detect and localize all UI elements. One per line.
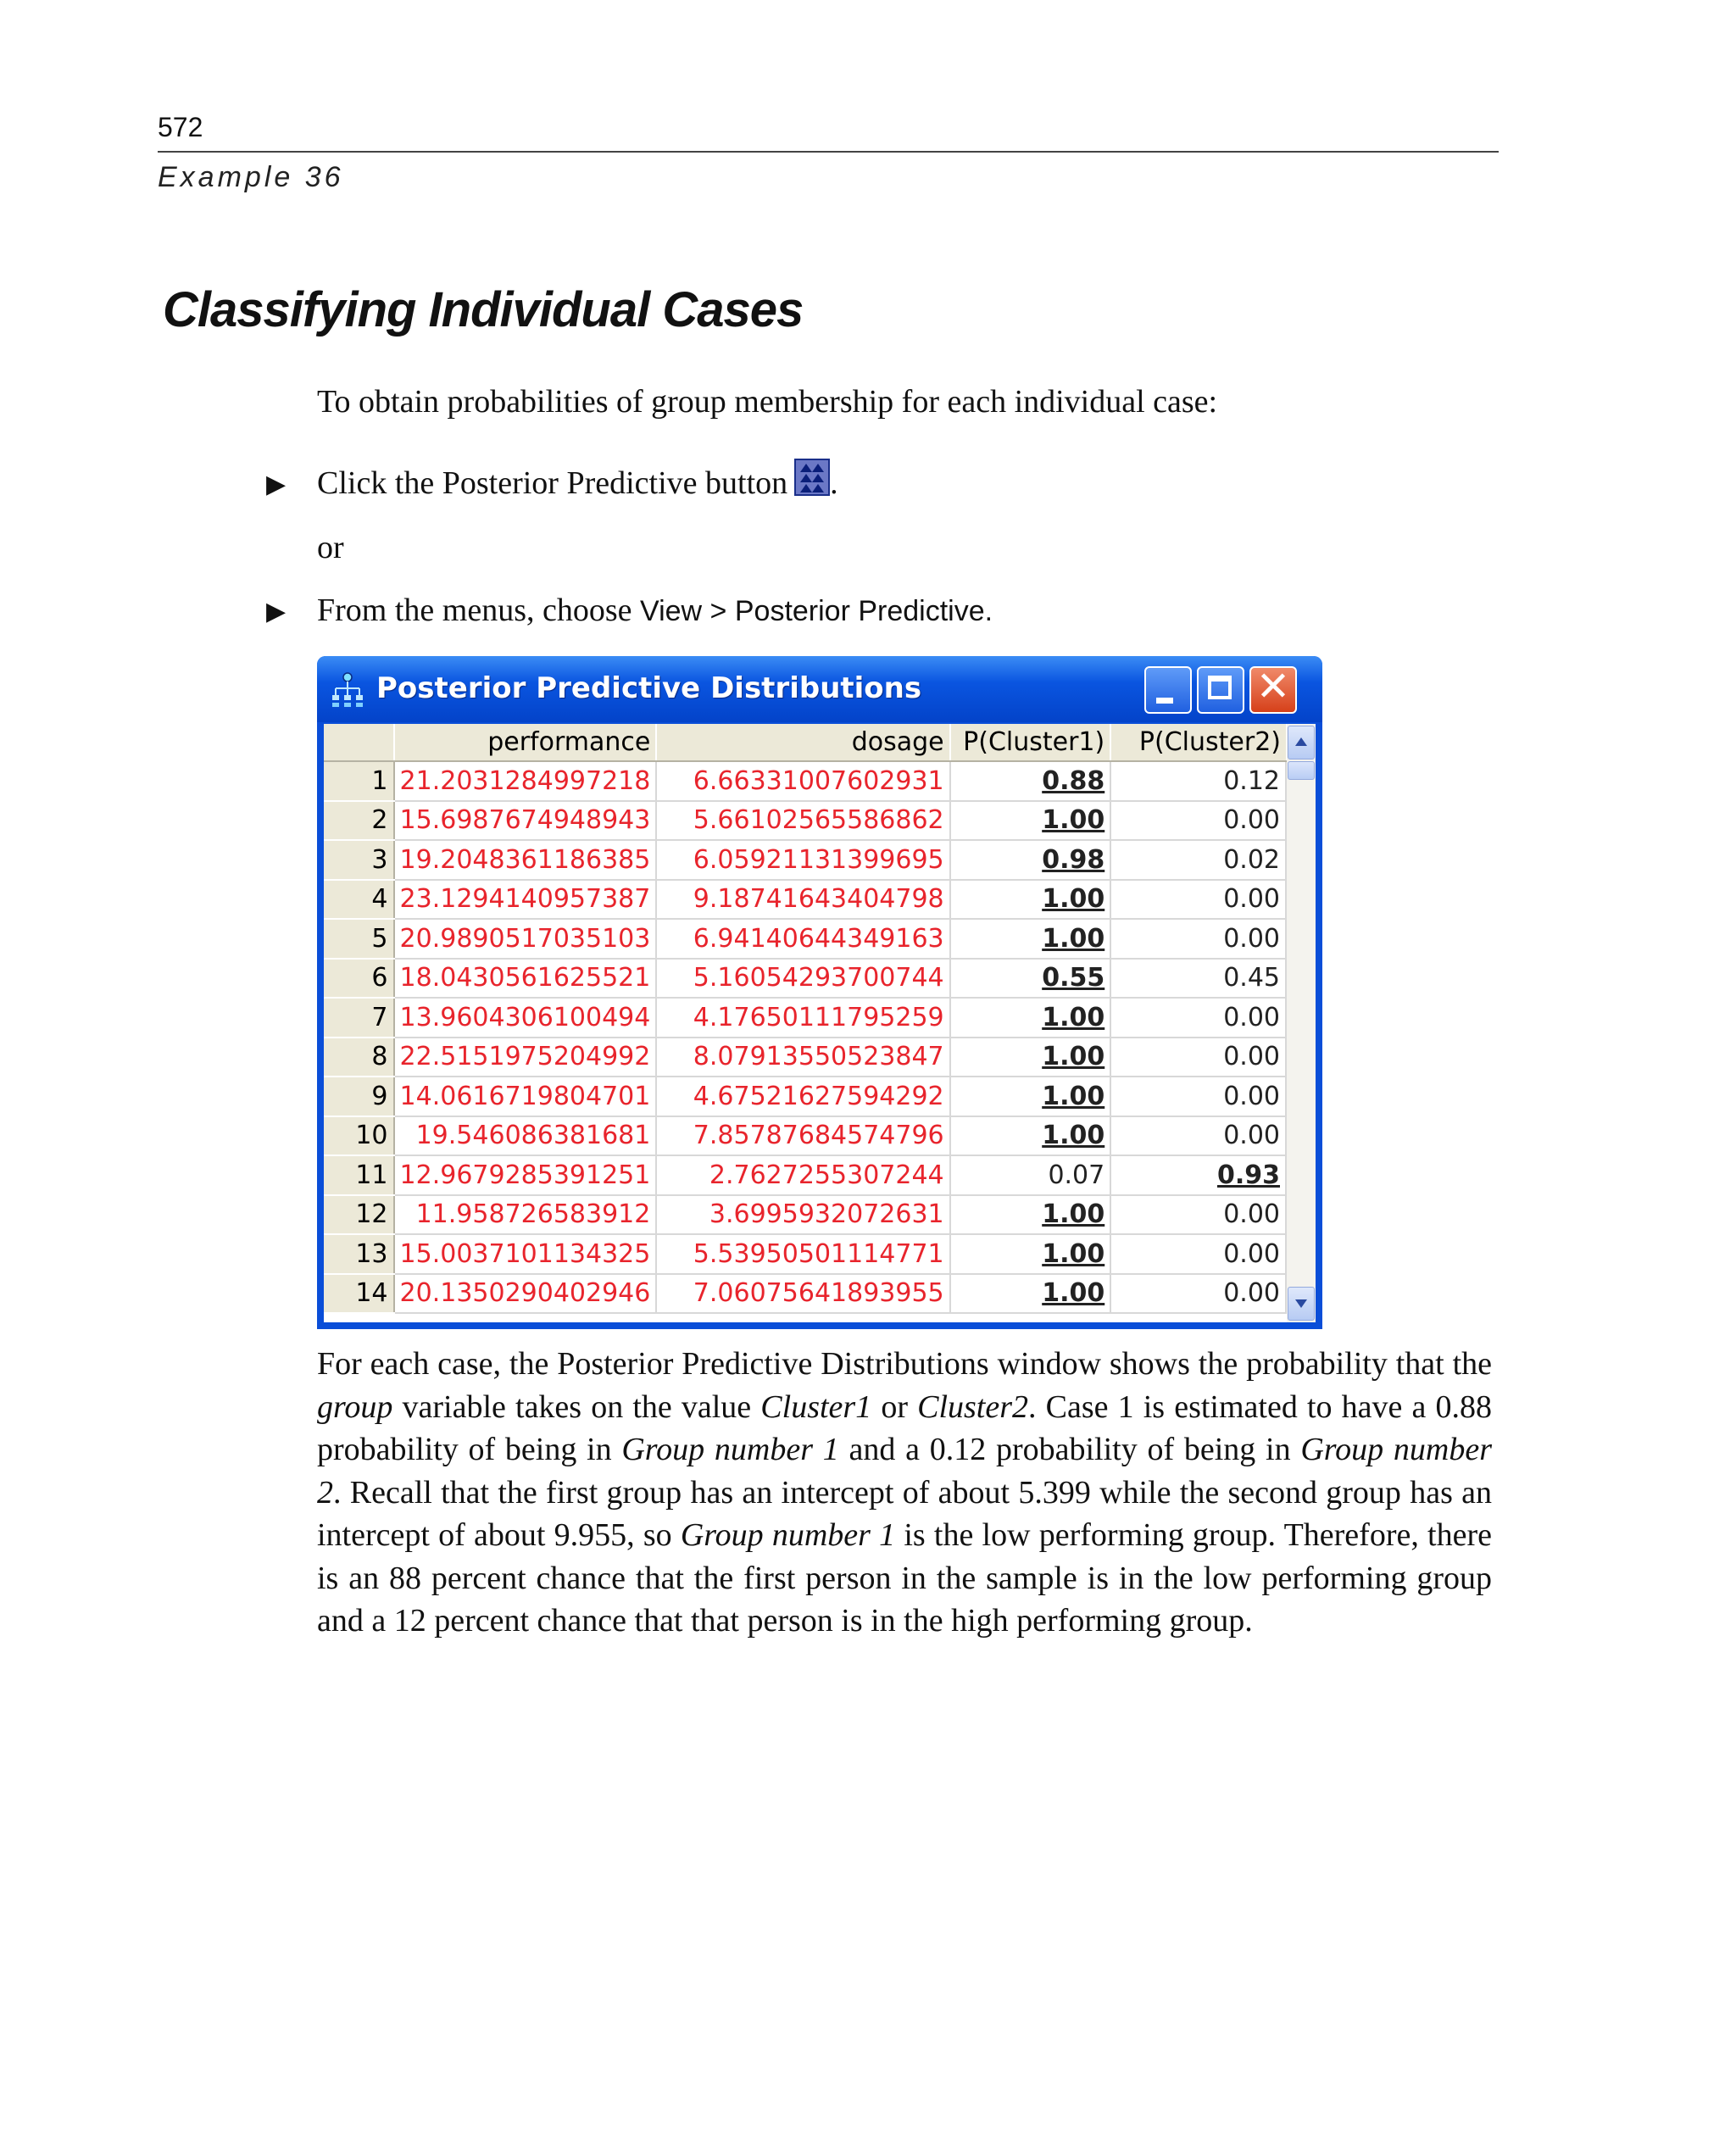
performance-cell[interactable]: 12.9679285391251 xyxy=(394,1155,657,1195)
row-number-cell[interactable]: 2 xyxy=(324,801,394,841)
page-number: 572 xyxy=(158,112,203,142)
posterior-predictive-icon[interactable] xyxy=(794,459,830,496)
dosage-cell[interactable]: 4.17650111795259 xyxy=(656,998,949,1038)
table-row[interactable] xyxy=(324,1155,1286,1195)
performance-cell[interactable]: 20.1350290402946 xyxy=(394,1274,657,1314)
para-italic: Group number 1 xyxy=(621,1432,839,1467)
p-cluster1-cell[interactable]: 0.98 xyxy=(950,840,1111,880)
para-italic: Cluster2 xyxy=(917,1388,1029,1425)
window-client xyxy=(324,724,1316,1322)
table-row[interactable] xyxy=(324,1077,1286,1116)
dosage-cell[interactable]: 5.66102565586862 xyxy=(656,801,949,841)
row-number-cell[interactable]: 14 xyxy=(324,1274,394,1314)
p-cluster2-cell[interactable]: 0.00 xyxy=(1110,1077,1286,1116)
dosage-cell[interactable]: 6.66331007602931 xyxy=(656,761,949,801)
row-number-cell[interactable]: 4 xyxy=(324,880,394,920)
running-head: Example 36 xyxy=(158,161,344,193)
table-row[interactable] xyxy=(324,919,1286,959)
scroll-thumb[interactable] xyxy=(1288,761,1315,780)
vertical-scrollbar[interactable] xyxy=(1287,724,1316,1322)
p-cluster2-cell[interactable]: 0.45 xyxy=(1110,959,1286,999)
scroll-up-button[interactable] xyxy=(1288,726,1315,759)
p-cluster1-cell[interactable]: 0.55 xyxy=(950,959,1111,999)
table-row[interactable] xyxy=(324,1116,1286,1156)
table-row[interactable] xyxy=(324,761,1286,801)
performance-cell[interactable]: 22.5151975204992 xyxy=(394,1038,657,1077)
p-cluster2-cell[interactable]: 0.00 xyxy=(1110,1038,1286,1077)
row-number-cell[interactable]: 7 xyxy=(324,998,394,1038)
row-number-cell[interactable]: 5 xyxy=(324,919,394,959)
menu-view: View xyxy=(640,595,703,627)
column-header-p-cluster1[interactable]: P(Cluster1) xyxy=(950,724,1111,761)
performance-cell[interactable]: 11.958726583912 xyxy=(394,1195,657,1235)
close-icon: ✕ xyxy=(1255,663,1291,710)
row-number-cell[interactable]: 8 xyxy=(324,1038,394,1077)
bullet-1: ▶ xyxy=(266,470,287,499)
tree-diagram-icon xyxy=(329,671,366,709)
dosage-cell[interactable]: 5.53950501114771 xyxy=(656,1234,949,1274)
dosage-cell[interactable]: 9.18741643404798 xyxy=(656,880,949,920)
p-cluster2-cell[interactable]: 0.00 xyxy=(1110,1116,1286,1156)
scroll-down-icon xyxy=(1295,1299,1307,1308)
table-row[interactable] xyxy=(324,959,1286,999)
p-cluster2-cell[interactable]: 0.12 xyxy=(1110,761,1286,801)
para-text: variable takes on the value xyxy=(392,1388,761,1425)
p-cluster1-cell[interactable]: 1.00 xyxy=(950,1234,1111,1274)
table-row[interactable] xyxy=(324,1274,1286,1314)
p-cluster1-cell[interactable]: 1.00 xyxy=(950,1077,1111,1116)
para-italic: Group number 1 xyxy=(680,1517,896,1553)
row-number-cell[interactable]: 6 xyxy=(324,959,394,999)
section-title: Classifying Individual Cases xyxy=(163,282,804,337)
p-cluster1-cell[interactable]: 0.88 xyxy=(950,761,1111,801)
intro-text: To obtain probabilities of group membership for each individual case: xyxy=(317,384,1218,420)
menu-posterior-predictive: Posterior Predictive xyxy=(734,595,985,627)
table-row[interactable] xyxy=(324,998,1286,1038)
maximize-icon xyxy=(1208,676,1232,699)
para-italic: group xyxy=(317,1388,393,1425)
header-row xyxy=(324,724,1286,761)
p-cluster2-cell[interactable]: 0.00 xyxy=(1110,801,1286,841)
step-2-end: . xyxy=(984,595,993,627)
performance-cell[interactable]: 23.1294140957387 xyxy=(394,880,657,920)
para-text: . Case 1 is estimated to have a 0.88 probability of being in xyxy=(317,1388,1492,1467)
posterior-predictive-window xyxy=(317,656,1322,1329)
p-cluster2-cell[interactable]: 0.00 xyxy=(1110,1274,1286,1314)
row-number-cell[interactable]: 13 xyxy=(324,1234,394,1274)
p-cluster1-cell[interactable]: 1.00 xyxy=(950,1195,1111,1235)
p-cluster1-cell[interactable]: 1.00 xyxy=(950,1116,1111,1156)
performance-cell[interactable]: 13.9604306100494 xyxy=(394,998,657,1038)
title-bar[interactable] xyxy=(317,656,1322,722)
p-cluster1-cell[interactable]: 1.00 xyxy=(950,801,1111,841)
step-2 xyxy=(317,592,993,629)
para-text: or xyxy=(871,1388,918,1425)
close-button[interactable] xyxy=(1249,663,1297,714)
scroll-down-button[interactable] xyxy=(1288,1287,1315,1321)
para-text: and a 0.12 probability of being in xyxy=(838,1432,1301,1467)
step-2-prefix: From the menus, choose xyxy=(317,593,641,628)
p-cluster1-cell[interactable]: 1.00 xyxy=(950,919,1111,959)
column-header-performance[interactable]: performance xyxy=(394,724,657,761)
row-number-cell[interactable]: 3 xyxy=(324,840,394,880)
row-number-cell[interactable]: 10 xyxy=(324,1116,394,1156)
table-row[interactable] xyxy=(324,880,1286,920)
performance-cell[interactable]: 15.6987674948943 xyxy=(394,801,657,841)
step-1 xyxy=(317,465,838,502)
corner-header[interactable] xyxy=(324,724,394,761)
p-cluster1-cell[interactable]: 0.07 xyxy=(950,1155,1111,1195)
dosage-cell[interactable]: 6.05921131399695 xyxy=(656,840,949,880)
performance-cell[interactable]: 15.0037101134325 xyxy=(394,1234,657,1274)
p-cluster2-cell[interactable]: 0.02 xyxy=(1110,840,1286,880)
dosage-cell[interactable]: 4.67521627594292 xyxy=(656,1077,949,1116)
dosage-cell[interactable]: 7.06075641893955 xyxy=(656,1274,949,1314)
column-header-dosage[interactable]: dosage xyxy=(656,724,949,761)
p-cluster2-cell[interactable]: 0.93 xyxy=(1110,1155,1286,1195)
menu-separator: > xyxy=(702,595,735,627)
grid-body xyxy=(324,761,1286,1313)
performance-cell[interactable]: 19.546086381681 xyxy=(394,1116,657,1156)
p-cluster2-cell[interactable]: 0.00 xyxy=(1110,919,1286,959)
minimize-button[interactable] xyxy=(1144,666,1192,714)
para-italic: Cluster1 xyxy=(760,1388,872,1425)
bullet-2: ▶ xyxy=(266,597,287,626)
dosage-cell[interactable]: 8.07913550523847 xyxy=(656,1038,949,1077)
dosage-cell[interactable]: 7.85787684574796 xyxy=(656,1116,949,1156)
para-text: is the low performing group. Therefore, there is an 88 percent chance that the first person in the sample is in the low performing group and a 12 percent chance that that person is in the high performing group. xyxy=(317,1517,1492,1639)
scroll-up-icon xyxy=(1295,737,1307,746)
performance-cell[interactable]: 14.0616719804701 xyxy=(394,1077,657,1116)
p-cluster1-cell[interactable]: 1.00 xyxy=(950,998,1111,1038)
dosage-cell[interactable]: 6.94140644349163 xyxy=(656,919,949,959)
table-row[interactable] xyxy=(324,801,1286,841)
performance-cell[interactable]: 18.0430561625521 xyxy=(394,959,657,999)
header-rule xyxy=(158,151,1499,153)
table-row[interactable] xyxy=(324,1195,1286,1235)
p-cluster2-cell[interactable]: 0.00 xyxy=(1110,998,1286,1038)
grid-viewport xyxy=(324,724,1287,1322)
p-cluster2-cell[interactable]: 0.00 xyxy=(1110,880,1286,920)
dosage-cell[interactable]: 3.6995932072631 xyxy=(656,1195,949,1235)
table-row[interactable] xyxy=(324,840,1286,880)
dosage-cell[interactable]: 2.7627255307244 xyxy=(656,1155,949,1195)
minimize-icon xyxy=(1156,698,1173,704)
p-cluster2-cell[interactable]: 0.00 xyxy=(1110,1234,1286,1274)
para-text: For each case, the Posterior Predictive Distributions window shows the probability that the xyxy=(317,1346,1492,1382)
para-italic: Group number 2 xyxy=(317,1432,1492,1511)
p-cluster1-cell[interactable]: 1.00 xyxy=(950,880,1111,920)
column-header-p-cluster2[interactable]: P(Cluster2) xyxy=(1110,724,1286,761)
p-cluster1-cell[interactable]: 1.00 xyxy=(950,1274,1111,1314)
p-cluster2-cell[interactable]: 0.00 xyxy=(1110,1195,1286,1235)
row-number-cell[interactable]: 9 xyxy=(324,1077,394,1116)
table-row[interactable] xyxy=(324,1234,1286,1274)
table-row[interactable] xyxy=(324,1038,1286,1077)
explanation-paragraph xyxy=(317,1343,1492,1643)
row-number-cell[interactable]: 1 xyxy=(324,761,394,801)
para-text: . Recall that the first group has an intercept of about 5.399 while the second group has an intercept of about 9.955, so xyxy=(317,1474,1492,1553)
performance-cell[interactable]: 21.2031284997218 xyxy=(394,761,657,801)
p-cluster1-cell[interactable]: 1.00 xyxy=(950,1038,1111,1077)
data-grid xyxy=(324,724,1287,1314)
step-1-end: . xyxy=(830,465,838,501)
performance-cell[interactable]: 19.2048361186385 xyxy=(394,840,657,880)
row-number-cell[interactable]: 12 xyxy=(324,1195,394,1235)
window-title: Posterior Predictive Distributions xyxy=(376,671,922,705)
step-1-text: Click the Posterior Predictive button xyxy=(317,465,788,501)
performance-cell[interactable]: 20.9890517035103 xyxy=(394,919,657,959)
row-number-cell[interactable]: 11 xyxy=(324,1155,394,1195)
maximize-button[interactable] xyxy=(1197,666,1244,714)
dosage-cell[interactable]: 5.16054293700744 xyxy=(656,959,949,999)
or-text: or xyxy=(317,530,344,565)
